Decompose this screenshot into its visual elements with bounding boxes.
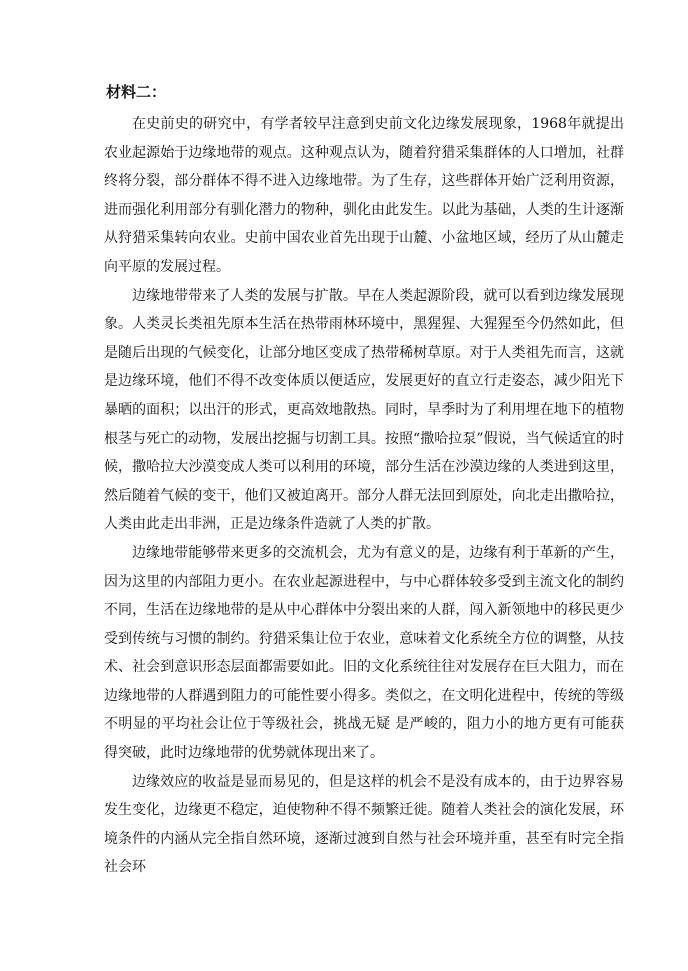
paragraph-3: 边缘地带能够带来更多的交流机会，尤为有意义的是，边缘有利于革新的产生，因为这里的内部阻力更小。在农业起源进程中，与中心群体较多受到主流文化的制约不同，生活在边缘地带的是从中心群体中分裂出来的人群，闯入新领地中的移民更少受到传统与习惯的制约。狩猎采集让位于农业，意味着文化系统全方位的调整，从技术、社会到意识形态层面都需要如此。旧的文化系统往往对发展存在巨大阻力，而在边缘地带的人群遇到阻力的可能性要小得多。类似之，在文明化进程中，传统的等级不明显的平均社会让位于等级社会，挑战无疑 是严峻的，阻力小的地方更有可能获得突破，此时边缘地带的优势就体现出来了。 [104,544,624,762]
section-heading: 材料二： [106,83,167,101]
paragraph-4: 边缘效应的收益是显而易见的，但是这样的机会不是没有成本的，由于边界容易发生变化，边缘更不稳定，迫使物种不得不频繁迁徙。随着人类社会的演化发展，环境条件的内涵从完全指自然环境，逐渐过渡到自然与社会环境并重，甚至有时完全指社会环 [104,773,624,876]
document-body [104,80,624,882]
paragraph-1: 在史前史的研究中，有学者较早注意到史前文化边缘发展现象，1968年就提出农业起源始于边缘地带的观点。这种观点认为，随着狩猎采集群体的人口增加，社群终将分裂，部分群体不得不进入边缘地带。为了生存，这些群体开始广泛利用资源，进而强化利用部分有驯化潜力的物种，驯化由此发生。以此为基础，人类的生计逐渐从狩猎采集转向农业。史前中国农业首先出现于山麓、小盆地区域，经历了从山麓走向平原的发展过程。 [104,116,624,275]
paragraph-2: 边缘地带带来了人类的发展与扩散。早在人类起源阶段，就可以看到边缘发展现象。人类灵长类祖先原本生活在热带雨林环境中，黑猩猩、大猩猩至今仍然如此，但是随后出现的气候变化，让部分地区变成了热带稀树草原。对于人类祖先而言，这就是边缘环境，他们不得不改变体质以便适应，发展更好的直立行走姿态，减少阳光下暴晒的面积；以出汗的形式，更高效地散热。同时，旱季时为了利用埋在地下的植物根茎与死亡的动物，发展出挖掘与切割工具。按照“撒哈拉泵”假说，当气候适宜的时候，撒哈拉大沙漠变成人类可以利用的环境，部分生活在沙漠边缘的人类进到这里，然后随着气候的变干，他们又被迫离开。部分人群无法回到原处，向北走出撒哈拉，人类由此走出非洲，正是边缘条件造就了人类的扩散。 [104,287,624,533]
